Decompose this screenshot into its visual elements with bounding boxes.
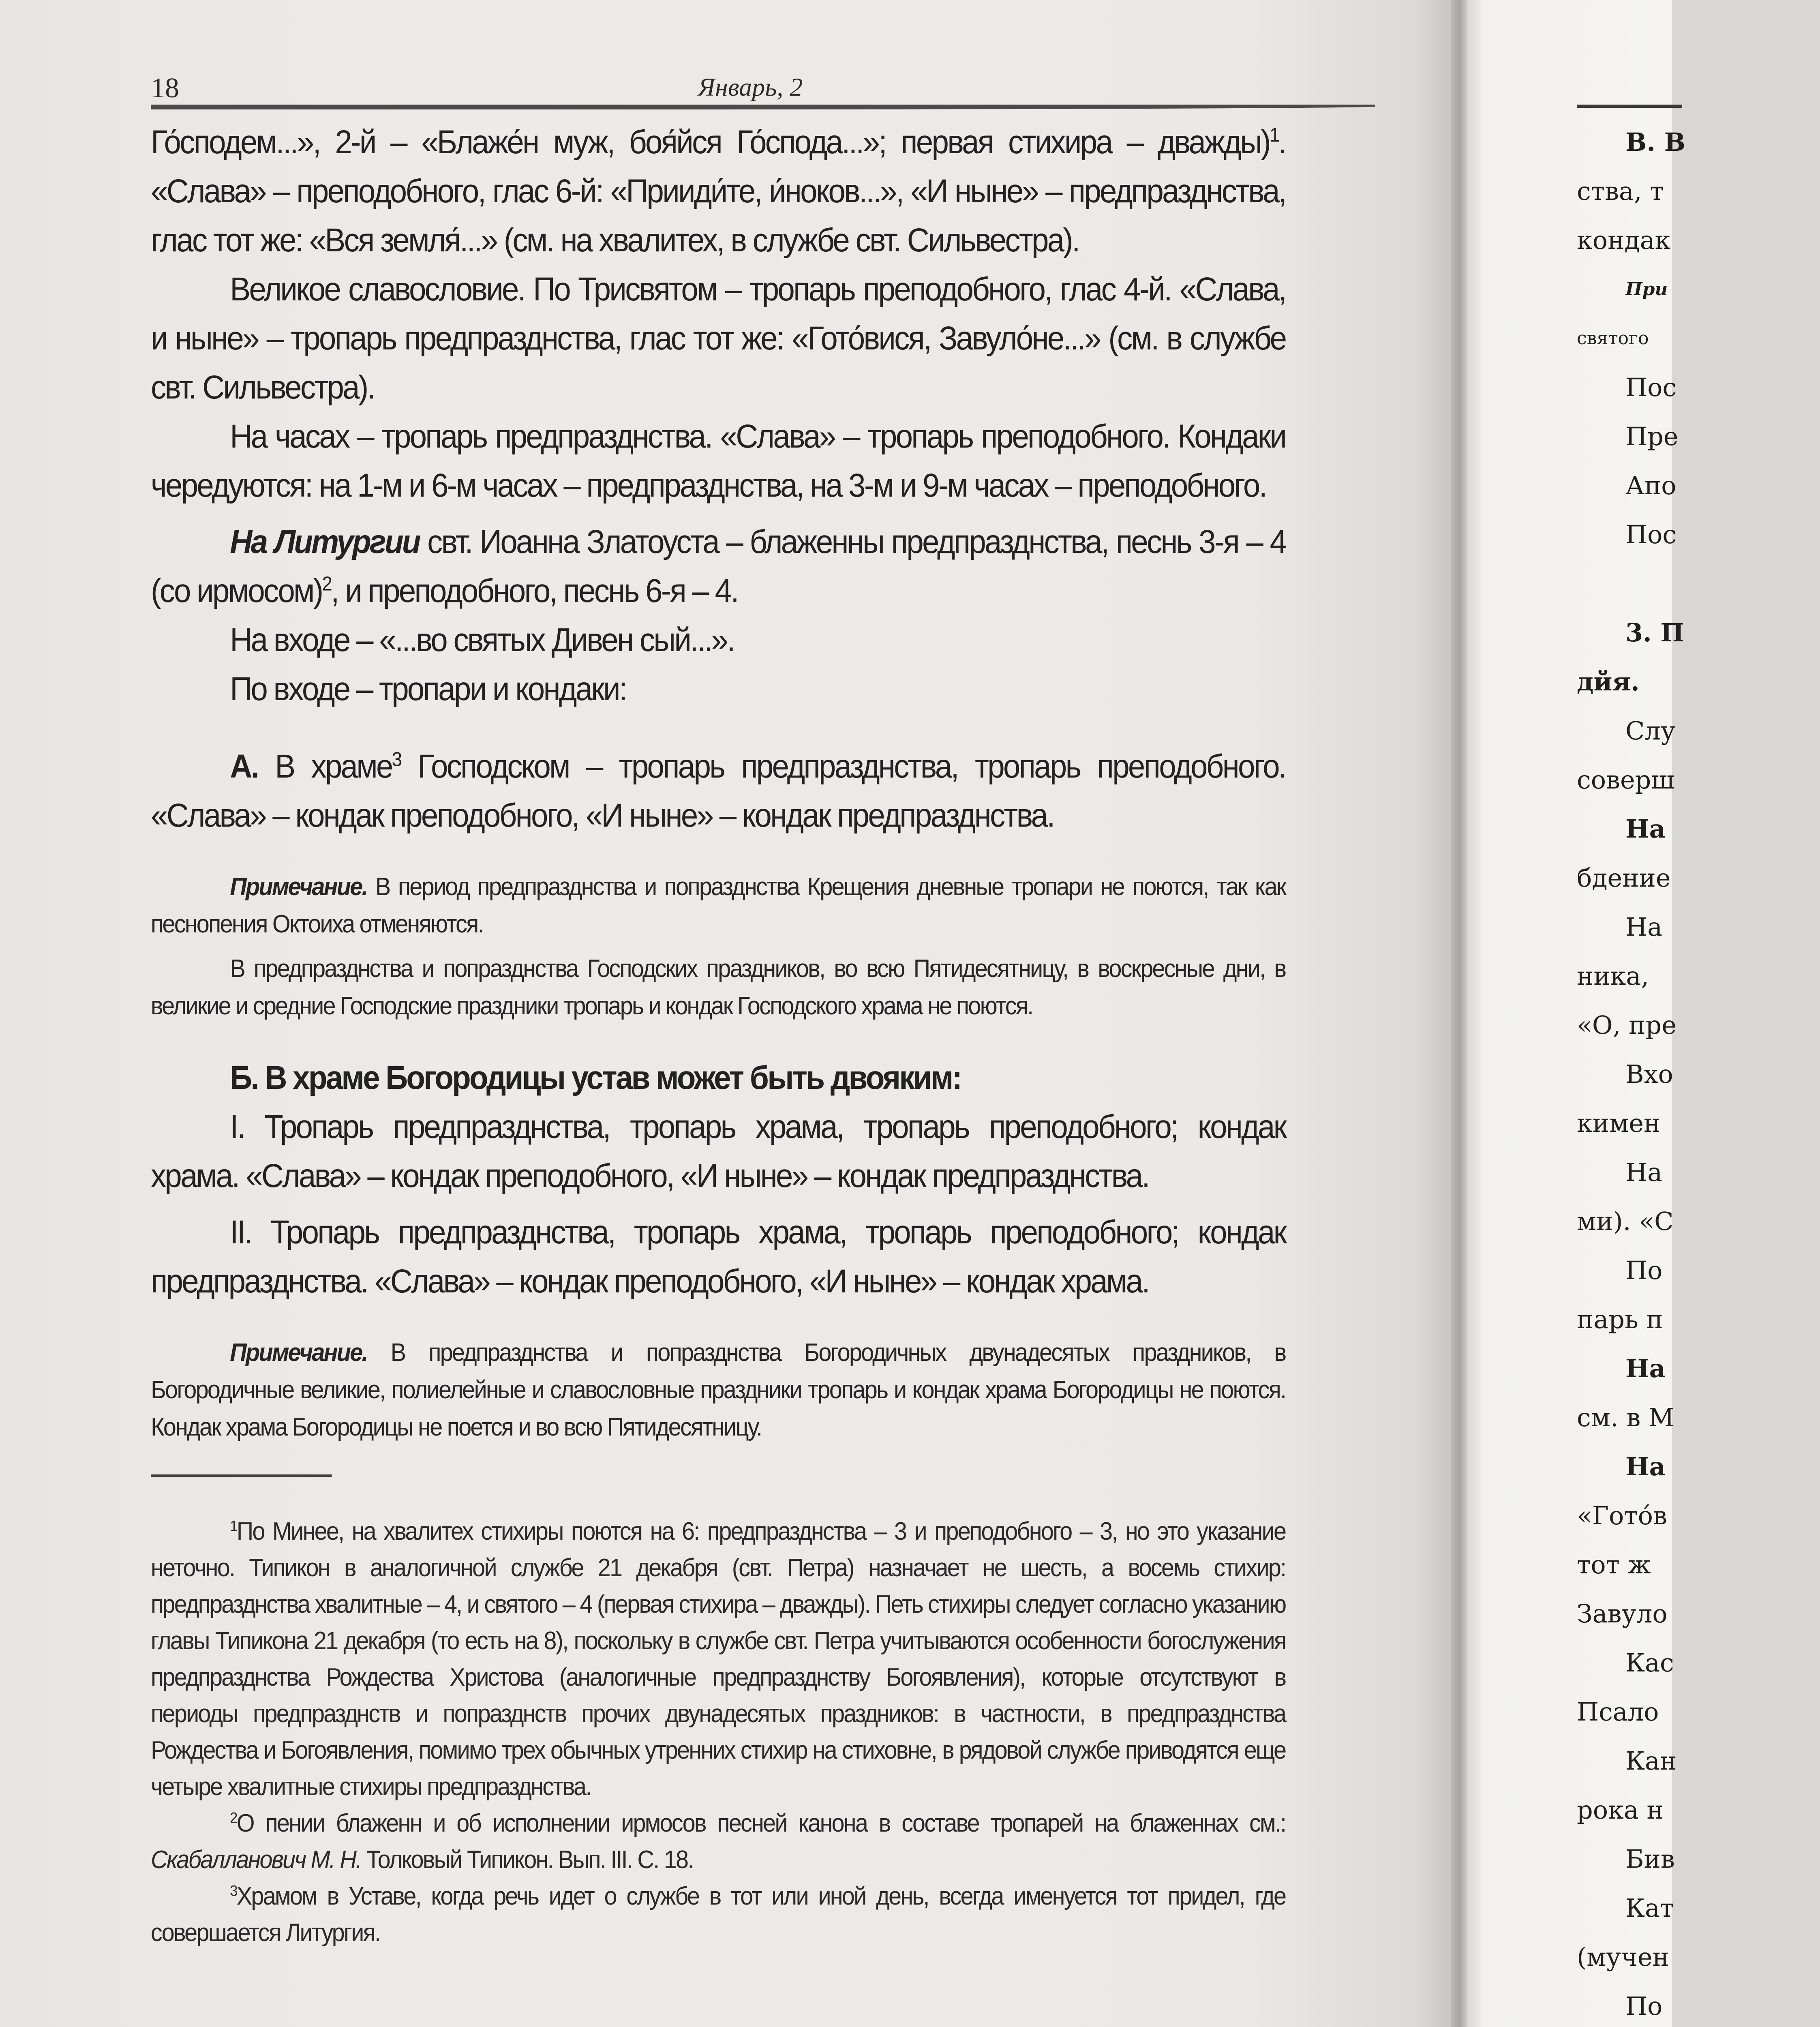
footnote: $^1$По Минее, на хвалитех стихиры поются на 6: предпразднства – 3 и преподобного – 3, но это указание неточно. Типикон в аналогичной службе 21 декабря (свт. Петра) назначает не шесть, а восемь стихир: предпразднства хвалитные – 4, и святого – 4 (первая стихира – дважды). Петь стихиры следует согласно указанию главы Типикона 21 декабря (то есть на 8), поскольку в службе свт. Петра учитываются особенности богослужения предпразднства Рождества Христова (аналогичные предпразднству Богоявления), которые отсутствуют в периоды предпразднств и попразднств прочих двунадесятых праздников: в частности, в предпразднства Рождества и Богоявления, помимо трех обычных утренних стихир на стиховне, в рядовой службе приводятся еще четыре хвалитные стихиры предпразднства. bbox=[151, 1517, 1286, 1801]
right-page-line: святого bbox=[1577, 328, 1649, 349]
footnote-ref[interactable]: 3 bbox=[392, 748, 401, 771]
main-text bbox=[151, 118, 1285, 1951]
paragraph: По входе – тропари и кондаки: bbox=[230, 671, 626, 707]
right-page-line: Завуло bbox=[1577, 1599, 1668, 1628]
section-b-option-1: I. Тропарь предпразднства, тропарь храма, тропарь преподобного; кондак храма. «Слава» – кондак преподобного, «И ныне» – кондак предпразднства. bbox=[151, 1108, 1286, 1194]
running-title: Январь, 2 bbox=[698, 73, 803, 101]
page-header bbox=[151, 65, 1375, 104]
right-page-line: 3. П bbox=[1625, 618, 1684, 647]
right-page-line: ника, bbox=[1577, 961, 1649, 991]
right-page-line: ства, т bbox=[1577, 176, 1664, 206]
right-page-line: Кан bbox=[1625, 1746, 1677, 1776]
right-page-line: Псало bbox=[1577, 1697, 1659, 1727]
note-continued: В предпразднства и попразднства Господских праздников, во всю Пятидесятницу, в воскресные дни, в великие и средние Господские праздники тропарь и кондак Господского храма не поются. bbox=[151, 955, 1286, 1020]
right-page-line: На bbox=[1625, 1354, 1666, 1383]
page-number: 18 bbox=[151, 73, 179, 104]
right-page-line: На bbox=[1625, 1452, 1666, 1481]
paragraph: На Литургии свт. Иоанна Златоуста – блаженны предпразднства, песнь 3-я – 4 (со ирмосом)$^2$, и преподобного, песнь 6-я – 4. bbox=[151, 523, 1286, 609]
right-page-line: Пос bbox=[1625, 520, 1677, 549]
right-page-line bbox=[1577, 559, 1820, 608]
right-page-line: Пре bbox=[1625, 422, 1679, 451]
section-b-option-2: II. Тропарь предпразднства, тропарь храма, тропарь преподобного; кондак предпразднства. «Слава» – кондак преподобного, «И ныне» – кондак храма. bbox=[151, 1214, 1286, 1300]
header-rule bbox=[1577, 105, 1682, 108]
note-label: Примечание. bbox=[230, 1339, 367, 1367]
right-page-text bbox=[1577, 118, 1820, 2027]
right-page-line: Бив bbox=[1625, 1844, 1675, 1874]
right-page-line: см. в М bbox=[1577, 1403, 1674, 1432]
right-page-line: кондак bbox=[1577, 225, 1671, 255]
right-page bbox=[1467, 0, 1685, 2027]
right-page-line: «О, пре bbox=[1577, 1010, 1677, 1040]
right-page-line: По bbox=[1625, 1256, 1663, 1285]
header-rule bbox=[151, 105, 1375, 109]
paragraph: На входе – «...во святых Дивен сый...». bbox=[230, 621, 734, 658]
book-gutter bbox=[1451, 0, 1467, 2027]
right-page-line: По bbox=[1625, 1991, 1663, 2021]
right-page-line: «Гото́в bbox=[1577, 1501, 1667, 1530]
paragraph: Великое славословие. По Трисвятом – тропарь преподобного, глас 4-й. «Слава, и ныне» – тропарь предпразднства, глас тот же: «Гото́вися, Завуло́не...» (см. в службе свт. Сильвестра). bbox=[151, 271, 1286, 406]
right-page-line: В. В bbox=[1625, 127, 1685, 157]
paragraph: На часах – тропарь предпразднства. «Слава» – тропарь преподобного. Кондаки чередуются: на 1-м и 6-м часах – предпразднства, на 3-м и 9-м часах – преподобного. bbox=[151, 418, 1286, 504]
section-a: А. В храме$^3$ Господском – тропарь предпразднства, тропарь преподобного. «Слава» – кондак преподобного, «И ныне» – кондак предпразднства. bbox=[151, 748, 1286, 834]
right-page-line: тот ж bbox=[1577, 1550, 1651, 1579]
right-page-line: При bbox=[1625, 279, 1668, 300]
right-page-line: Апо bbox=[1625, 471, 1677, 500]
section-label: А. bbox=[230, 748, 258, 785]
note: Примечание. В предпразднства и попразднства Богородичных двунадесятых праздников, в Богородичные великие, полиелейные и славословные праздники тропарь и кондак храма Богородицы не поются. Кондак храма Богородицы не поется и во всю Пятидесятницу. bbox=[151, 1339, 1286, 1441]
footnote-ref[interactable]: 2 bbox=[322, 572, 331, 595]
right-page-line: Кас bbox=[1625, 1648, 1674, 1678]
note-label: Примечание. bbox=[230, 873, 367, 901]
footnote: $^2$О пении блаженн и об исполнении ирмосов песней канона в составе тропарей на блаженнах см.: Скабалланович М. Н. Толковый Типикон. Вып. III. С. 18. bbox=[151, 1809, 1286, 1874]
right-page-line: Слу bbox=[1625, 716, 1676, 746]
right-page-line: парь п bbox=[1577, 1305, 1663, 1334]
footnote: $^3$Храмом в Уставе, когда речь идет о службе в тот или иной день, всегда именуется тот придел, где совершается Литургия. bbox=[151, 1882, 1286, 1947]
right-page-line: На bbox=[1625, 912, 1663, 942]
right-page-line: (мучен bbox=[1577, 1942, 1669, 1972]
footnote-divider bbox=[151, 1474, 332, 1477]
footnote-ref[interactable]: 1 bbox=[1270, 124, 1278, 146]
paragraph: Го́сподем...», 2-й – «Блаже́н муж, боя́йся Го́спода...»; первая стихира – дважды)$^1$. «Слава» – преподобного, глас 6-й: «Прииди́те, и́ноков...», «И ныне» – предпразднства, глас тот же: «Вся земля́...» (см. на хвалитех, в службе свт. Сильвестра). bbox=[151, 124, 1286, 259]
right-page-line: ми). «С bbox=[1577, 1206, 1674, 1236]
right-page-line: соверш bbox=[1577, 765, 1674, 795]
right-page-line: кимен bbox=[1577, 1108, 1661, 1138]
right-page-line: бдение bbox=[1577, 863, 1671, 893]
right-page-line: Пос bbox=[1625, 373, 1677, 402]
note: Примечание. В период предпразднства и попразднства Крещения дневные тропари не поются, так как песнопения Октоиха отменяются. bbox=[151, 873, 1286, 938]
section-b-heading: Б. В храме Богородицы устав может быть двояким: bbox=[230, 1059, 961, 1096]
liturgy-label: На Литургии bbox=[230, 523, 420, 560]
right-page-line: На bbox=[1625, 814, 1666, 844]
right-page-line: рока н bbox=[1577, 1795, 1664, 1825]
right-page-line: дйя. bbox=[1577, 667, 1640, 696]
right-page-line: Вхо bbox=[1625, 1059, 1673, 1089]
right-page-line: На bbox=[1625, 1157, 1663, 1187]
right-page-line: Кат bbox=[1625, 1893, 1674, 1923]
